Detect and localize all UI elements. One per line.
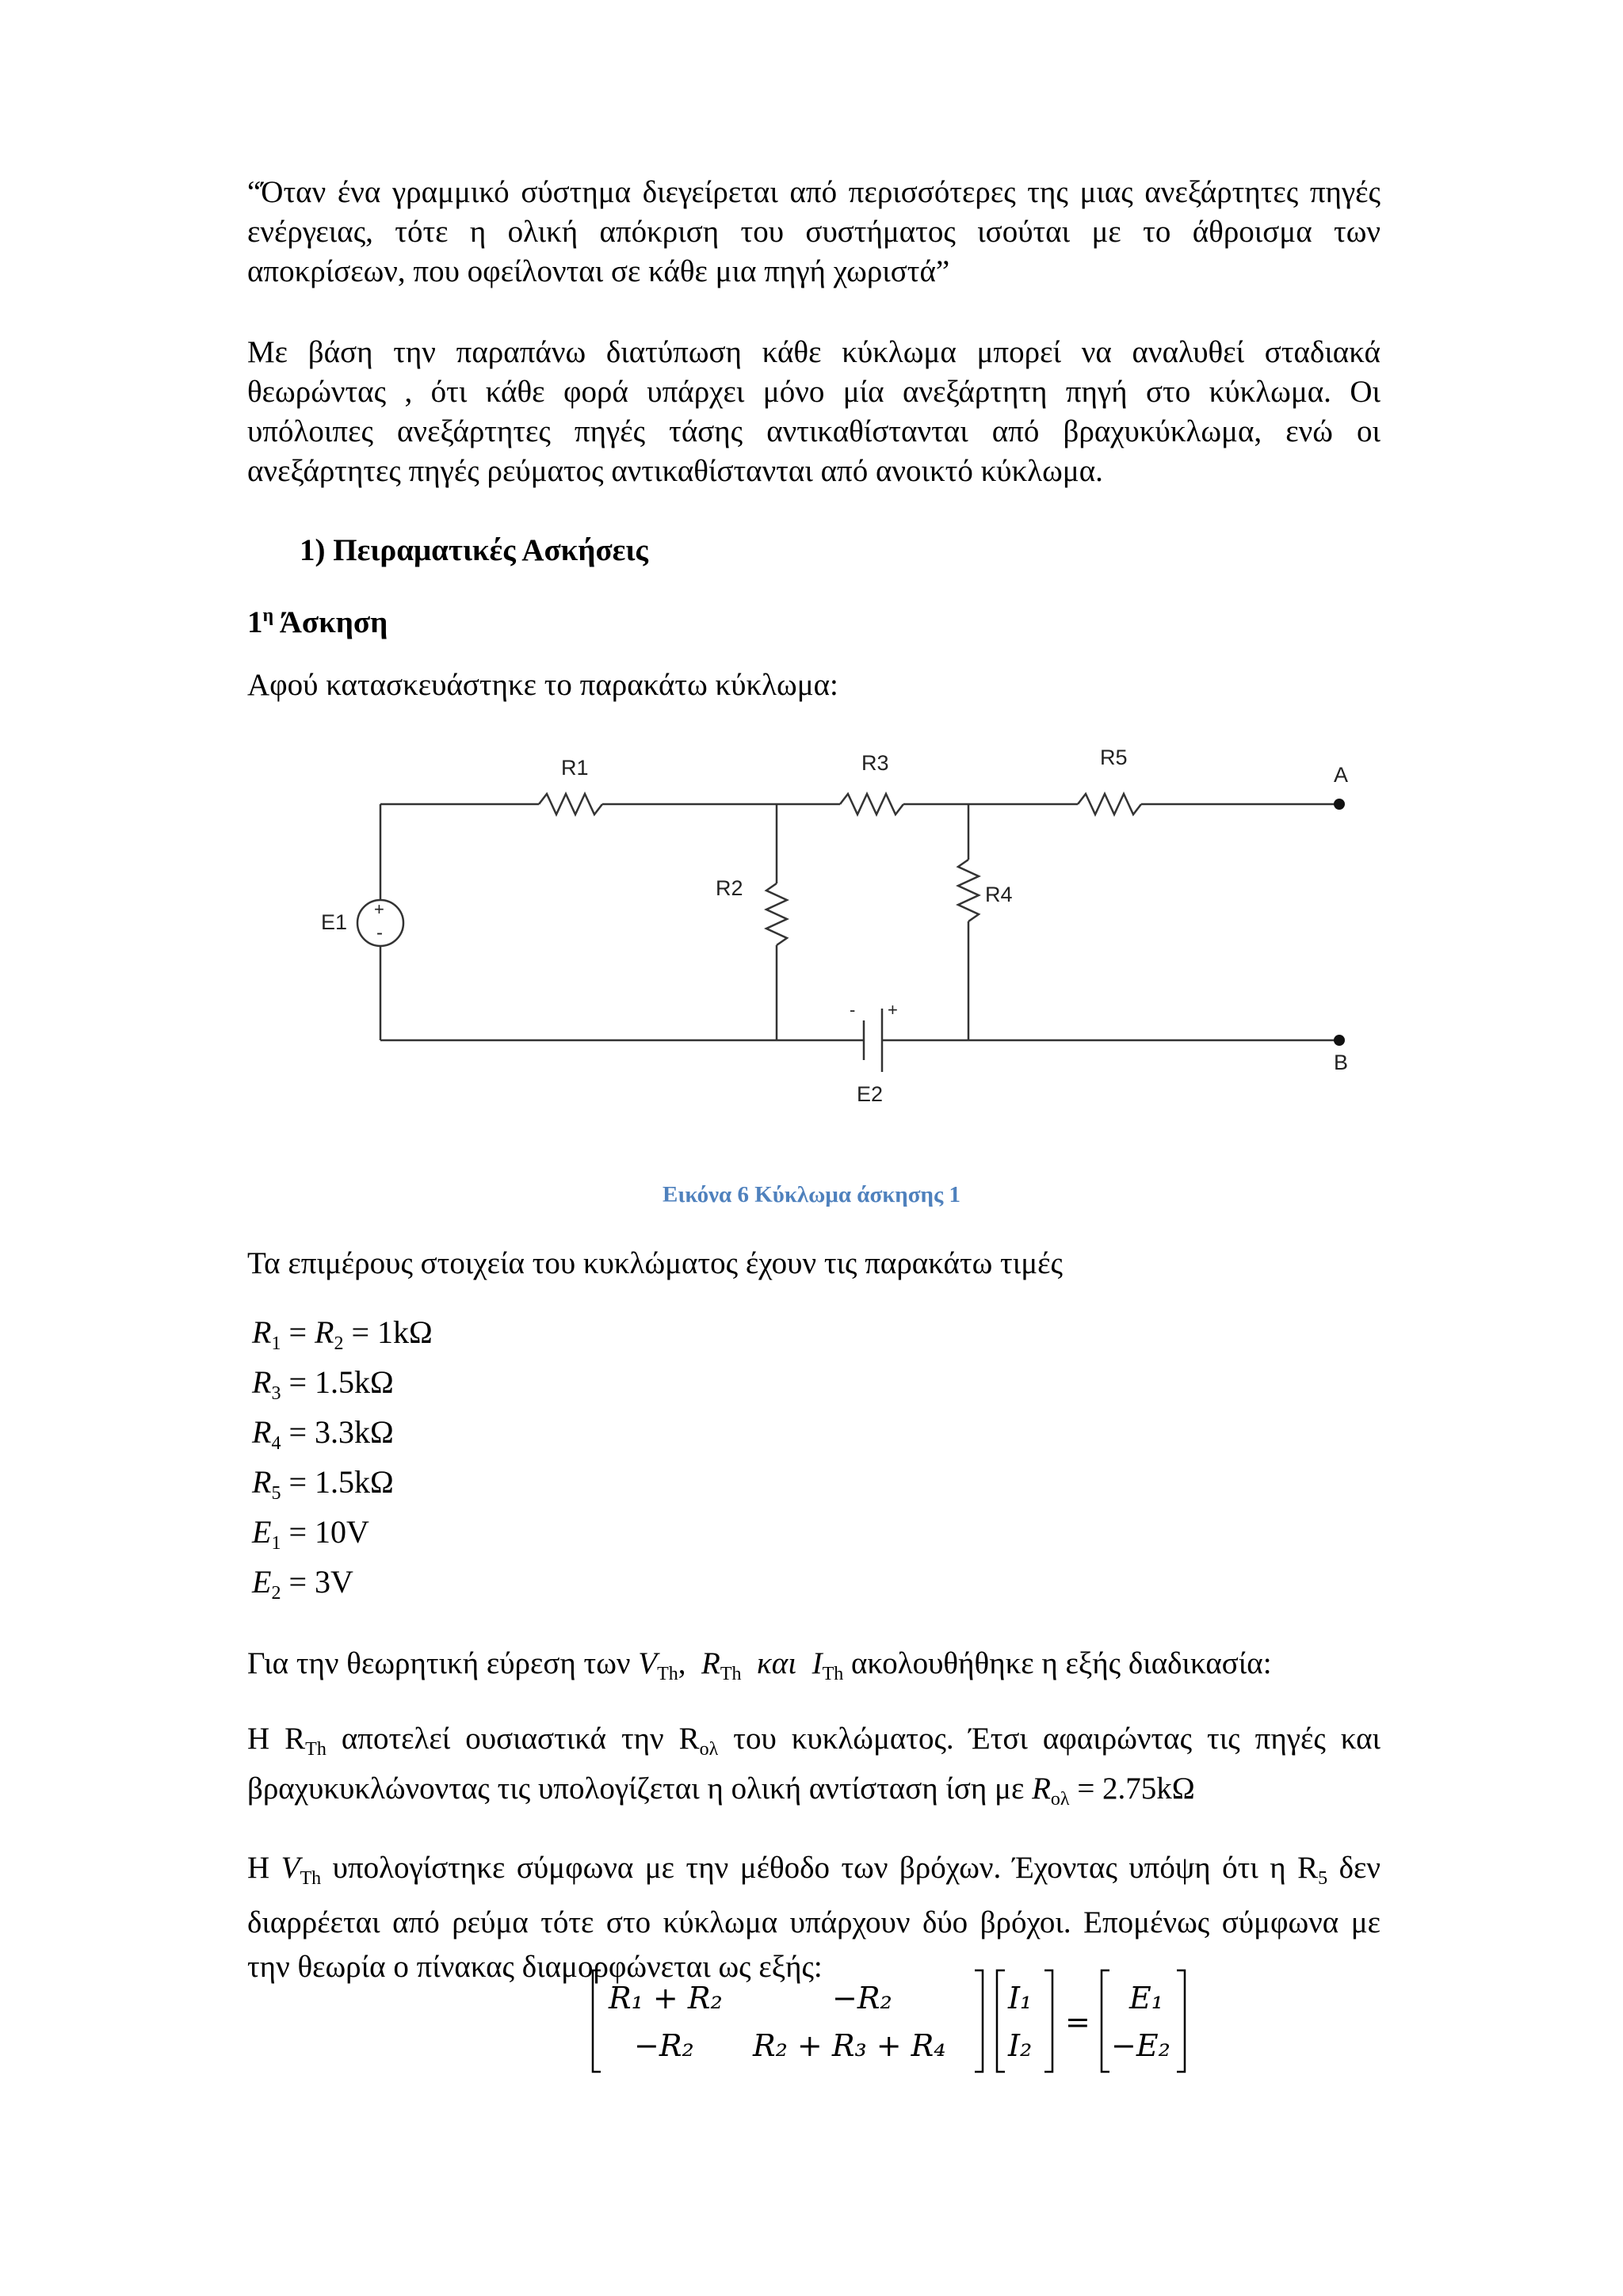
- label-r5: R5: [1100, 746, 1128, 769]
- figure-caption: Εικόνα 6 Κύκλωμα άσκησης 1: [662, 1182, 961, 1207]
- text-fragment: Για την θεωρητική εύρεση των: [247, 1646, 639, 1680]
- resistor-r4: [958, 860, 979, 921]
- text-fragment: = 1kΩ: [343, 1314, 433, 1350]
- text-fragment: R: [315, 1314, 334, 1350]
- value-r1-r2: [252, 1313, 433, 1363]
- text-fragment: Th: [720, 1664, 742, 1684]
- e2-minus-sign: -: [850, 1000, 856, 1020]
- text-fragment: 1: [271, 1333, 281, 1354]
- value-r4: [252, 1413, 394, 1463]
- value-r5: [252, 1463, 394, 1513]
- exercise-superscript: η: [262, 605, 274, 626]
- matrix-equation: [586, 1953, 1189, 2088]
- text-fragment: Th: [305, 1739, 327, 1760]
- text-fragment: =: [281, 1314, 315, 1350]
- matrix-b1: E₁: [1129, 1981, 1163, 2016]
- text-fragment: = 1.5kΩ: [281, 1464, 394, 1500]
- bracket-right-x: [1044, 1970, 1052, 2072]
- text-fragment: E: [252, 1514, 272, 1550]
- matrix-a12: −R₂: [832, 1981, 892, 2016]
- text-fragment: δεν διαρρέεται από ρεύμα τότε στο κύκλωμα υπάρχουν δύο βρόχοι. Επομένως σύμφωνα με την θεωρία ο πίνακας διαμορφώνεται ως εξής:: [247, 1851, 1381, 1984]
- quote-paragraph: “Όταν ένα γραμμικό σύστημα διεγείρεται από περισσότερες της μιας ανεξάρτητες πηγές ενέργειας, τότε η ολική απόκριση του συστήματος ισούται με το άθροισμα των αποκρίσεων, που οφείλονται σε κάθε μια πηγή χωριστά”: [247, 175, 1381, 288]
- text-fragment: 2: [271, 1583, 281, 1604]
- bracket-left-b: [1102, 1970, 1109, 2072]
- text-fragment: R: [701, 1646, 720, 1680]
- matrix-equals: =: [1065, 2004, 1090, 2039]
- text-fragment: Th: [300, 1868, 322, 1889]
- text-fragment: R: [252, 1464, 272, 1500]
- text-fragment: Th: [822, 1664, 844, 1684]
- rth-paragraph: [247, 1719, 1381, 1819]
- value-e2: [252, 1562, 353, 1613]
- text-fragment: Η R: [247, 1722, 306, 1756]
- text-fragment: αποτελεί ουσιαστικά την R: [326, 1722, 700, 1756]
- label-r2: R2: [716, 876, 743, 900]
- label-b: B: [1334, 1051, 1349, 1074]
- label-r4: R4: [985, 883, 1013, 906]
- kai-word: και: [757, 1646, 797, 1680]
- text-fragment: ολ: [699, 1739, 719, 1760]
- text-fragment: Th: [657, 1664, 678, 1684]
- r-total-value: = 2.75kΩ: [1077, 1772, 1195, 1806]
- text-fragment: R: [252, 1364, 272, 1400]
- bracket-right-a: [975, 1970, 983, 2072]
- built-paragraph: Αφού κατασκευάστηκε το παρακάτω κύκλωμα:: [247, 668, 838, 702]
- vth-symbol-2: [281, 1851, 322, 1889]
- resistor-r1: [539, 794, 602, 814]
- text-fragment: R: [252, 1314, 272, 1350]
- text-fragment: R: [1032, 1772, 1051, 1806]
- text-fragment: ακολουθήθηκε η εξής διαδικασία:: [843, 1646, 1272, 1680]
- ith-symbol: [812, 1646, 844, 1684]
- text-fragment: ολ: [1050, 1789, 1070, 1810]
- matrix-b2: −E₂: [1111, 2028, 1170, 2063]
- exercise-heading: [247, 596, 388, 643]
- e1-minus-sign: -: [376, 922, 383, 944]
- exercise-word: Άσκηση: [273, 605, 388, 639]
- text-fragment: V: [281, 1851, 300, 1885]
- vth-symbol: [638, 1646, 678, 1684]
- theory-paragraph: [247, 1644, 1381, 1694]
- text-fragment: 2: [334, 1333, 344, 1354]
- rth-symbol: [701, 1646, 742, 1684]
- label-a: A: [1334, 763, 1349, 787]
- resistor-r2: [766, 883, 787, 945]
- text-fragment: 5: [271, 1483, 281, 1504]
- text-fragment: = 3V: [281, 1564, 353, 1600]
- section-heading: 1) Πειραματικές Ασκήσεις: [300, 533, 648, 567]
- text-fragment: ,: [678, 1646, 686, 1680]
- text-fragment: = 1.5kΩ: [281, 1364, 394, 1400]
- circuit-diagram: [285, 737, 1379, 1109]
- resistor-r5: [1078, 794, 1141, 814]
- text-fragment: R: [252, 1414, 272, 1450]
- label-r3: R3: [861, 751, 889, 775]
- text-fragment: = 3.3kΩ: [281, 1414, 394, 1450]
- bracket-left-x: [997, 1970, 1005, 2072]
- value-e1: [252, 1512, 369, 1563]
- text-fragment: I: [812, 1646, 823, 1680]
- e1-plus-sign: +: [374, 899, 384, 919]
- label-e1: E1: [321, 910, 348, 934]
- e2-plus-sign: +: [888, 1000, 898, 1020]
- text-fragment: 3: [271, 1383, 281, 1404]
- text-fragment: E: [252, 1564, 272, 1600]
- text-fragment: 1: [271, 1533, 281, 1554]
- resistor-r3: [840, 794, 903, 814]
- text-fragment: 5: [1318, 1868, 1328, 1889]
- matrix-x2: I₂: [1008, 2028, 1033, 2063]
- matrix-x1: I₁: [1008, 1981, 1033, 2016]
- exercise-number: 1: [247, 605, 263, 639]
- text-fragment: υπολογίστηκε σύμφωνα με την μέθοδο των βρόχων. Έχοντας υπόψη ότι η R: [321, 1851, 1319, 1885]
- text-fragment: = 10V: [281, 1514, 369, 1550]
- values-intro: Τα επιμέρους στοιχεία του κυκλώματος έχουν τις παρακάτω τιμές: [247, 1246, 1063, 1280]
- label-e2: E2: [857, 1082, 884, 1106]
- r-total-symbol: [1032, 1772, 1070, 1810]
- value-r3: [252, 1363, 394, 1413]
- bracket-right-b: [1177, 1970, 1185, 2072]
- matrix-a21: −R₂: [634, 2028, 694, 2063]
- bracket-left-a: [593, 1970, 601, 2072]
- text-fragment: V: [638, 1646, 658, 1680]
- text-fragment: Η: [247, 1851, 281, 1885]
- text-fragment: 4: [271, 1433, 281, 1454]
- basis-paragraph: Με βάση την παραπάνω διατύπωση κάθε κύκλωμα μπορεί να αναλυθεί σταδιακά θεωρώντας , ότι κάθε φορά υπάρχει μόνο μία ανεξάρτητη πηγή στο κύκλωμα. Οι υπόλοιπες ανεξάρτητες πηγές τάσης αντικαθίστανται από βραχυκύκλωμα, ενώ οι ανεξάρτητες πηγές ρεύματος αντικαθίστανται από ανοικτό κύκλωμα.: [247, 335, 1381, 488]
- terminal-b: [1334, 1035, 1345, 1046]
- matrix-a11: R₁ + R₂: [609, 1981, 723, 2016]
- label-r1: R1: [561, 756, 589, 780]
- text-fragment: του κυκλώματος. Έτσι αφαιρώντας τις πηγές και βραχυκυκλώνοντας τις υπολογίζεται η ολική αντίσταση ίση με: [247, 1722, 1381, 1806]
- matrix-a22: R₂ + R₃ + R₄: [753, 2028, 946, 2063]
- terminal-a: [1334, 799, 1345, 810]
